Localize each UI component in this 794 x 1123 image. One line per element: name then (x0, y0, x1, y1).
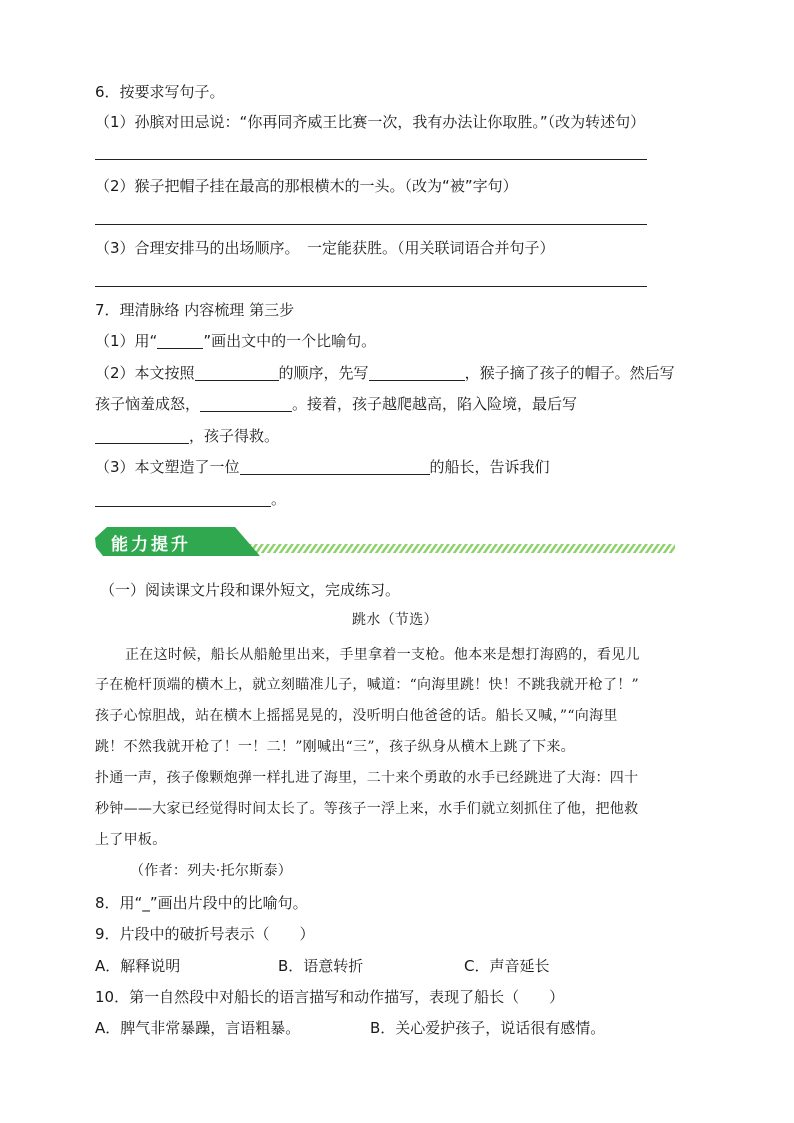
q6-answer-line-3[interactable] (95, 286, 647, 287)
q7-p2-text-a: （2）本文按照 (95, 364, 195, 382)
q6-answer-line-1[interactable] (95, 159, 647, 160)
q7-blank-last[interactable] (95, 427, 189, 444)
q9-option-b[interactable]: B．语意转折 (278, 957, 364, 975)
q8-title: 8．用“_”画出片段中的比喻句。 (95, 894, 308, 912)
q7-blank-captain[interactable] (240, 458, 430, 475)
passage-author: （作者：列夫·托尔斯泰） (130, 863, 293, 879)
passage-line-3: 孩子心惊胆战，站在横木上摇摇晃晃的，没听明白他爸爸的话。船长又喊，”“向海里 (95, 708, 618, 724)
q7-blank-first[interactable] (369, 364, 465, 381)
q7-blank-underline-style[interactable] (157, 332, 203, 349)
q7-p2-text-e: 。接着，孩子越爬越高，陷入险境，最后写 (292, 395, 578, 413)
q9-option-c[interactable]: C．声音延长 (464, 957, 550, 975)
passage-title: 跳水（节选） (352, 612, 438, 628)
q9-title: 9．片段中的破折号表示（ ） (95, 925, 315, 943)
passage-line-6: 秒钟——大家已经觉得时间太长了。等孩子一浮上来，水手们就立刻抓住了他，把他救 (95, 801, 639, 817)
q7-p3-text-c: 。 (271, 490, 287, 508)
q7-part-2-line-2 (95, 394, 577, 414)
q7-blank-lesson[interactable] (95, 490, 271, 507)
q6-answer-line-2[interactable] (95, 224, 647, 225)
q7-part-1 (95, 331, 376, 351)
q7-part-2-line-3 (95, 426, 279, 446)
banner-stripe-band (245, 544, 675, 553)
q7-part-3-line-2 (95, 489, 286, 509)
q6-sentence-1: （1）孙膑对田忌说：“你再同齐威王比赛一次，我有办法让你取胜。”（改为转述句） (95, 113, 646, 131)
passage-line-2: 子在桅杆顶端的横木上，就立刻瞄准儿子，喊道：“向海里跳！快！不跳我就开枪了！” (95, 677, 640, 693)
q7-blank-order[interactable] (195, 364, 279, 381)
q9-option-a[interactable]: A．解释说明 (95, 957, 181, 975)
passage-line-4: 跳！不然我就开枪了！一！二！”刚喊出“三”，孩子纵身从横木上跳了下来。 (95, 739, 575, 755)
q6-sentence-2: （2）猴子把帽子挂在最高的那根横木的一头。（改为“被”字句） (95, 177, 518, 195)
passage-line-1: 正在这时候，船长从船舱里出来，手里拿着一支枪。他本来是想打海鸥的，看见儿 (125, 647, 640, 663)
q10-option-a[interactable]: A．脾气非常暴躁，言语粗暴。 (95, 1019, 301, 1037)
banner-label: 能力提升 (111, 535, 191, 555)
q7-p3-text-b: 的船长，告诉我们 (429, 458, 550, 476)
q6-sentence-3: （3）合理安排马的出场顺序。 一定能获胜。（用关联词语合并句子） (95, 239, 555, 257)
passage-line-7: 上了甲板。 (95, 832, 167, 848)
q10-title: 10．第一自然段中对船长的语言描写和动作描写，表现了船长（ ） (95, 988, 565, 1006)
passage-line-5: 扑通一声，孩子像颗炮弹一样扎进了海里，二十来个勇敢的水手已经跳进了大海：四十 (95, 770, 639, 786)
q7-p2-text-d: 孩子恼羞成怒， (95, 395, 201, 413)
q7-title: 7．理清脉络 内容梳理 第三步 (95, 301, 295, 319)
q10-option-b[interactable]: B．关心爱护孩子，说话很有感情。 (370, 1019, 606, 1037)
q7-p1-text-b: ”画出文中的一个比喻句。 (203, 332, 377, 350)
q7-part-2-line-1 (95, 363, 675, 383)
q7-blank-then[interactable] (200, 395, 292, 412)
q7-p2-text-b: 的顺序，先写 (278, 364, 369, 382)
q7-p3-text-a: （3）本文塑造了一位 (95, 458, 240, 476)
q7-part-3-line-1 (95, 457, 550, 477)
q7-p2-text-c: ，猴子摘了孩子的帽子。然后写 (464, 364, 675, 382)
section-banner (95, 524, 675, 560)
q7-p1-text-a: （1）用“ (95, 332, 158, 350)
q6-title: 6．按要求写句子。 (95, 83, 225, 101)
q7-p2-text-f: ，孩子得救。 (189, 427, 280, 445)
section-intro: （一）阅读课文片段和课外短文，完成练习。 (100, 581, 401, 599)
